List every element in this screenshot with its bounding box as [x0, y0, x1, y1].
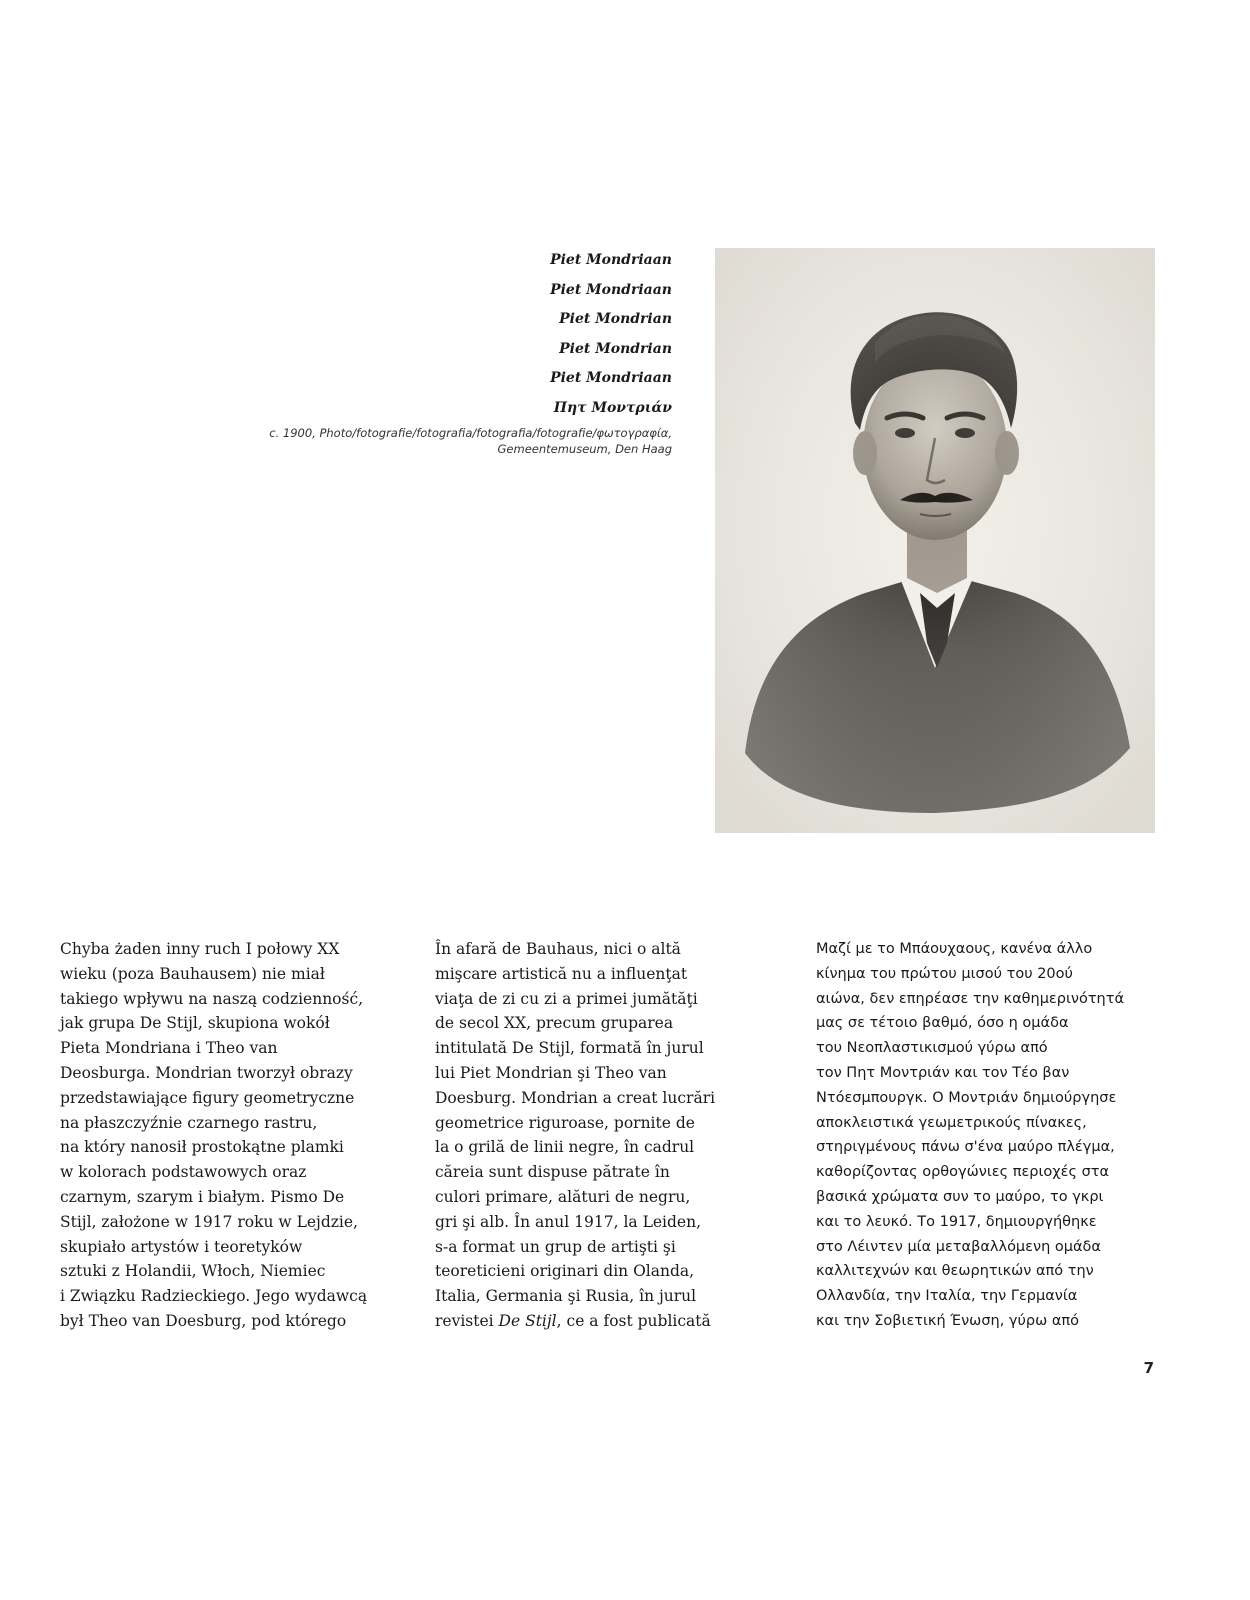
greek-paragraph	[816, 937, 1166, 1334]
text-line: αιώνα, δεν επηρέασε την καθημερινότητά	[816, 990, 1125, 1007]
text-line: lui Piet Mondrian şi Theo van	[435, 1063, 667, 1082]
text-line: τον Πητ Μοντριάν και τον Τέο βαν	[816, 1064, 1070, 1081]
text-line: Ολλανδία, την Ιταλία, την Γερμανία	[816, 1288, 1078, 1305]
caption-name-pl: Piet Mondrian	[559, 311, 672, 327]
text-line: wieku (poza Bauhausem) nie miał	[60, 964, 325, 983]
text-line: κίνημα του πρώτου μισού του 20ού	[816, 965, 1073, 982]
text-line: στο Λέιντεν μία μεταβαλλόμενη ομάδα	[816, 1238, 1101, 1255]
caption-names	[152, 246, 672, 423]
text-line: la o grilă de linii negre, în cadrul	[435, 1138, 695, 1157]
column-greek	[816, 937, 1166, 1334]
text-line: na płaszczyźnie czarnego rastru,	[60, 1113, 318, 1132]
column-polish	[60, 937, 410, 1334]
text-line-last	[435, 1309, 785, 1334]
text-line: καθορίζοντας ορθογώνιες περιοχές στα	[816, 1164, 1110, 1181]
text-line: Italia, Germania şi Rusia, în jurul	[435, 1287, 697, 1306]
text-line: και το λευκό. Το 1917, δημιουργήθηκε	[816, 1213, 1097, 1230]
text-line: de secol XX, precum gruparea	[435, 1014, 674, 1033]
romanian-paragraph	[435, 937, 785, 1334]
text-line: του Νεοπλαστικισμού γύρω από	[816, 1040, 1048, 1057]
text-line: gri şi alb. În anul 1917, la Leiden,	[435, 1212, 702, 1231]
text-line: geometrice riguroase, pornite de	[435, 1113, 695, 1132]
caption-meta	[152, 425, 672, 457]
text-line: Pieta Mondriana i Theo van	[60, 1039, 278, 1058]
text-line: căreia sunt dispuse pătrate în	[435, 1163, 670, 1182]
text-line: s-a format un grup de artişti şi	[435, 1237, 676, 1256]
text-line: intitulată De Stijl, formată în jurul	[435, 1039, 704, 1058]
text-line: na który nanosił prostokątne plamki	[60, 1138, 344, 1157]
text-line: βασικά χρώματα συν το μαύρο, το γκρι	[816, 1188, 1104, 1205]
text-line: καλλιτεχνών και θεωρητικών από την	[816, 1263, 1094, 1280]
text-fragment: revistei	[435, 1311, 499, 1330]
text-line: viaţa de zi cu zi a primei jumătăţi	[435, 989, 698, 1008]
caption-name-el: Πητ Μοντριάν	[553, 399, 672, 416]
text-line: Deosburga. Mondrian tworzył obrazy	[60, 1063, 353, 1082]
text-line: teoreticieni originari din Olanda,	[435, 1262, 695, 1281]
text-line: Chyba żaden inny ruch I połowy XX	[60, 940, 340, 958]
text-line: w kolorach podstawowych oraz	[60, 1163, 307, 1182]
portrait-photo	[715, 248, 1155, 833]
caption-name-ro: Piet Mondrian	[559, 340, 672, 357]
text-line: În afară de Bauhaus, nici o altă	[435, 940, 681, 958]
text-line: jak grupa De Stijl, skupiona wokół	[60, 1014, 330, 1033]
text-line: sztuki z Holandii, Włoch, Niemiec	[60, 1262, 326, 1281]
caption-name-nl-3: Piet Mondriaan	[550, 370, 672, 386]
text-line: był Theo van Doesburg, pod którego	[60, 1311, 347, 1330]
photo-caption	[152, 246, 672, 457]
text-line: takiego wpływu na naszą codzienność,	[60, 989, 364, 1008]
text-line: στηριγμένους πάνω σ'ένα μαύρο πλέγμα,	[816, 1139, 1115, 1156]
text-line: przedstawiające figury geometryczne	[60, 1088, 355, 1107]
text-fragment: , ce a fost publicată	[556, 1311, 711, 1330]
text-line: αποκλειστικά γεωμετρικούς πίνακες,	[816, 1114, 1087, 1131]
caption-meta-line-2: Gemeentemuseum, Den Haag	[497, 442, 672, 456]
caption-name-nl-2: Piet Mondriaan	[550, 281, 672, 298]
text-line: skupiało artystów i teoretyków	[60, 1237, 303, 1256]
text-line: i Związku Radzieckiego. Jego wydawcą	[60, 1287, 368, 1306]
text-line: Ντόεσμπουργκ. Ο Μοντριάν δημιούργησε	[816, 1089, 1117, 1106]
text-line: μας σε τέτοιο βαθμό, όσο η ομάδα	[816, 1015, 1069, 1032]
text-line: Μαζί με το Μπάουχαους, κανένα άλλο	[816, 941, 1093, 957]
journal-title-italic: De Stijl	[498, 1311, 557, 1330]
text-line: και την Σοβιετική Ένωση, γύρω από	[816, 1312, 1080, 1329]
page-number: 7	[1143, 1359, 1154, 1377]
portrait-illustration	[715, 248, 1155, 833]
text-line: Stijl, założone w 1917 roku w Lejdzie,	[60, 1212, 358, 1231]
column-romanian	[435, 937, 785, 1334]
text-line: culori primare, alături de negru,	[435, 1187, 691, 1206]
caption-meta-line-1: c. 1900, Photo/fotografie/fotografia/fotografia/fotografie/φωτογραφία,	[269, 426, 672, 440]
text-line: czarnym, szarym i białym. Pismo De	[60, 1187, 345, 1206]
caption-name-nl: Piet Mondriaan	[550, 252, 672, 268]
text-line: mişcare artistică nu a influenţat	[435, 964, 688, 983]
polish-paragraph	[60, 937, 410, 1334]
text-line: Doesburg. Mondrian a creat lucrări	[435, 1088, 716, 1107]
